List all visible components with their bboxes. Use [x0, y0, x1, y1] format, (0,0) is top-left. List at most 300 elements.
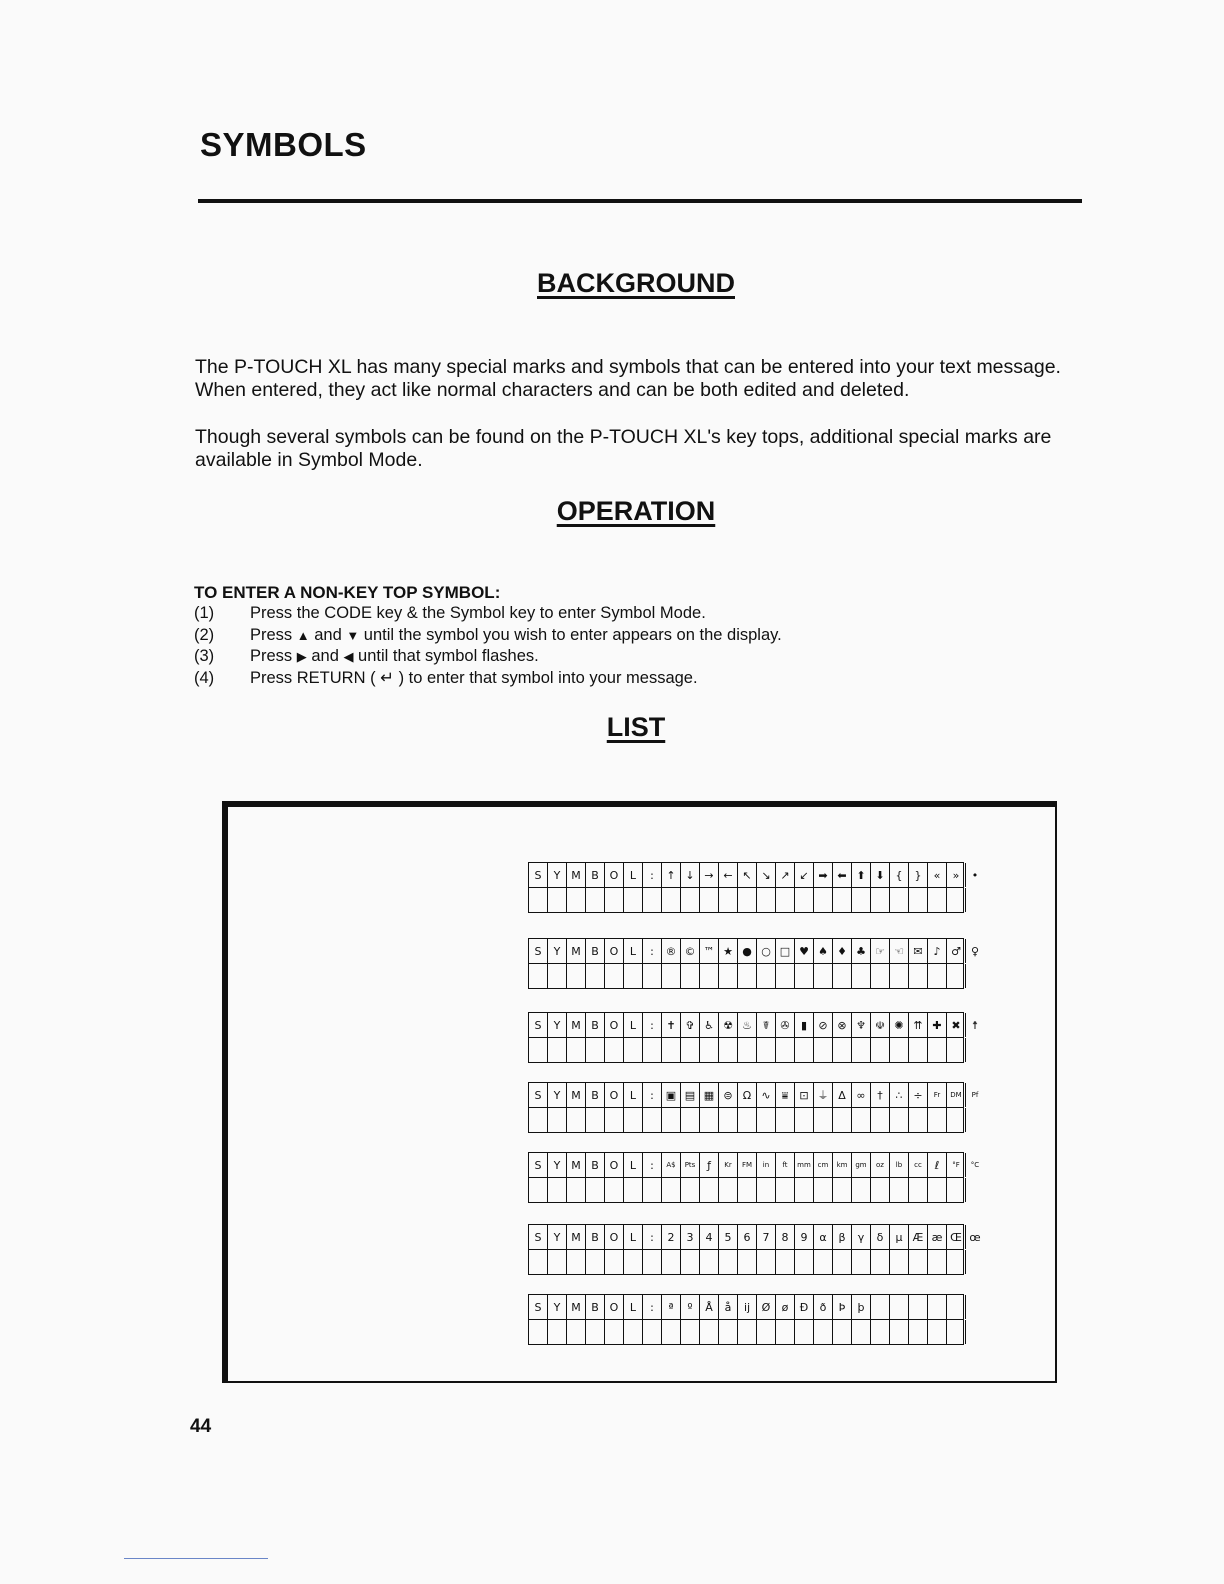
cursor-cell — [548, 964, 567, 988]
display-cell: ↑ — [662, 863, 681, 887]
display-cell: ● — [738, 939, 757, 963]
cursor-cell — [928, 964, 947, 988]
cursor-cell — [947, 888, 966, 912]
display-cell: M — [567, 1225, 586, 1249]
display-text-line — [528, 1012, 978, 1038]
cursor-cell — [567, 888, 586, 912]
display-cell: º — [681, 1295, 700, 1319]
display-cell: A$ — [662, 1153, 681, 1177]
display-cell: B — [586, 1295, 605, 1319]
cursor-cell — [662, 1108, 681, 1132]
cursor-cell — [529, 1250, 548, 1274]
display-cell: ♠ — [814, 939, 833, 963]
cursor-cell — [871, 964, 890, 988]
return-key-icon: ↵ — [380, 668, 394, 687]
cursor-cell — [681, 888, 700, 912]
display-cell: °C — [970, 1160, 980, 1169]
title-rule — [198, 199, 1082, 203]
cursor-cell — [947, 1320, 966, 1344]
cursor-cell — [586, 1038, 605, 1062]
cursor-cell — [909, 1320, 928, 1344]
display-cell: M — [567, 939, 586, 963]
cursor-cell — [833, 1178, 852, 1202]
cursor-cell — [833, 1038, 852, 1062]
display-cell: ★ — [719, 939, 738, 963]
cursor-cell — [890, 1038, 909, 1062]
cursor-cell — [928, 1178, 947, 1202]
cursor-cell — [567, 1108, 586, 1132]
background-heading: BACKGROUND — [537, 268, 735, 298]
display-cell: Pts — [681, 1153, 700, 1177]
display-cell: : — [643, 1295, 662, 1319]
cursor-cell — [947, 1038, 966, 1062]
cursor-cell — [586, 1320, 605, 1344]
display-cell: ∴ — [890, 1083, 909, 1107]
cursor-cell — [643, 964, 662, 988]
cursor-cell — [776, 1250, 795, 1274]
cursor-cell — [852, 964, 871, 988]
display-cell: cc — [909, 1153, 928, 1177]
display-cell: O — [605, 939, 624, 963]
display-cell: : — [643, 939, 662, 963]
cursor-cell — [890, 1108, 909, 1132]
display-cell: { — [890, 863, 909, 887]
step-number: (2) — [194, 625, 215, 644]
cursor-cell — [947, 1178, 966, 1202]
cursor-cell — [719, 1320, 738, 1344]
list-heading: LIST — [606, 712, 666, 742]
cursor-cell — [624, 1250, 643, 1274]
cursor-cell — [814, 888, 833, 912]
cursor-cell — [795, 1178, 814, 1202]
display-cell: B — [586, 1013, 605, 1037]
cursor-cell — [890, 1320, 909, 1344]
cursor-cell — [852, 1108, 871, 1132]
cursor-cell — [795, 1250, 814, 1274]
cursor-cell — [624, 888, 643, 912]
display-cell: lb — [890, 1153, 909, 1177]
cursor-cell — [586, 1250, 605, 1274]
cursor-cell — [529, 1038, 548, 1062]
cursor-cell — [966, 1320, 984, 1344]
cursor-cell — [776, 1108, 795, 1132]
page-number: 44 — [190, 1416, 212, 1437]
display-cell: ☤ — [757, 1013, 776, 1037]
cursor-cell — [928, 1108, 947, 1132]
cursor-cell — [757, 1108, 776, 1132]
display-cell: © — [681, 939, 700, 963]
cursor-cell — [795, 964, 814, 988]
display-cell: ♂ — [947, 939, 966, 963]
cursor-cell — [681, 1320, 700, 1344]
display-cell: : — [643, 1083, 662, 1107]
cursor-cell — [548, 1038, 567, 1062]
cursor-cell — [757, 888, 776, 912]
display-cell: : — [643, 863, 662, 887]
display-cell: ª — [662, 1295, 681, 1319]
display-cell: L — [624, 939, 643, 963]
cursor-cell — [909, 1108, 928, 1132]
cursor-cell — [643, 1320, 662, 1344]
step-text: Press ▲ and ▼ until the symbol you wish to enter appears on the display. — [250, 625, 782, 644]
step-text: Press RETURN ( ↵ ) to enter that symbol into your message. — [250, 668, 698, 687]
display-cell: L — [624, 1225, 643, 1249]
cursor-cell — [700, 1108, 719, 1132]
cursor-cell — [529, 1178, 548, 1202]
display-cell: γ — [852, 1225, 871, 1249]
cursor-cell — [928, 1250, 947, 1274]
cursor-cell — [890, 964, 909, 988]
display-cell: ✞ — [681, 1013, 700, 1037]
display-cell: ∞ — [852, 1083, 871, 1107]
cursor-cell — [776, 888, 795, 912]
cursor-cell — [567, 1178, 586, 1202]
display-cell: « — [928, 863, 947, 887]
display-cell: ⏚ — [814, 1083, 833, 1107]
display-cursor-line — [528, 964, 964, 989]
display-cell: • — [971, 868, 979, 882]
display-cell: : — [643, 1225, 662, 1249]
display-cell: þ — [852, 1295, 871, 1319]
display-cell: Y — [548, 1083, 567, 1107]
cursor-cell — [852, 1178, 871, 1202]
display-cell: O — [605, 1083, 624, 1107]
cursor-cell — [700, 1250, 719, 1274]
display-text-line — [528, 1224, 981, 1250]
cursor-cell — [928, 888, 947, 912]
display-cell: 2 — [662, 1225, 681, 1249]
cursor-cell — [586, 964, 605, 988]
symbol-display-row — [528, 1294, 964, 1342]
cursor-cell — [700, 1178, 719, 1202]
symbol-display-row — [528, 862, 979, 910]
cursor-cell — [757, 1250, 776, 1274]
cursor-cell — [567, 1038, 586, 1062]
display-cell: ✝ — [662, 1013, 681, 1037]
display-cell: 7 — [757, 1225, 776, 1249]
display-cell: å — [719, 1295, 738, 1319]
display-cell — [947, 1295, 966, 1319]
display-cell: ☜ — [890, 939, 909, 963]
step-number: (3) — [194, 647, 215, 665]
display-cell: } — [909, 863, 928, 887]
cursor-cell — [814, 1038, 833, 1062]
display-cell: in — [757, 1153, 776, 1177]
cursor-cell — [814, 1320, 833, 1344]
cursor-cell — [662, 1038, 681, 1062]
display-cell: δ — [871, 1225, 890, 1249]
display-cell: ○ — [757, 939, 776, 963]
display-cell: ð — [814, 1295, 833, 1319]
display-cell: Å — [700, 1295, 719, 1319]
cursor-cell — [776, 1320, 795, 1344]
cursor-cell — [757, 1178, 776, 1202]
display-cell: ✺ — [890, 1013, 909, 1037]
display-cell: L — [624, 1013, 643, 1037]
display-cell — [871, 1295, 890, 1319]
page-title: SYMBOLS — [200, 126, 367, 163]
display-cell: O — [605, 1153, 624, 1177]
display-cell: S — [529, 1295, 548, 1319]
display-cell: ⬅ — [833, 863, 852, 887]
display-cell: α — [814, 1225, 833, 1249]
display-cell: 8 — [776, 1225, 795, 1249]
display-cell: DM — [947, 1083, 966, 1107]
display-cell — [928, 1295, 947, 1319]
display-cell: ↘ — [757, 863, 776, 887]
display-cell: ♥ — [795, 939, 814, 963]
cursor-cell — [719, 1108, 738, 1132]
symbol-display-row — [528, 1012, 978, 1060]
display-cell: 5 — [719, 1225, 738, 1249]
display-cell: Kr — [719, 1153, 738, 1177]
cursor-cell — [681, 1038, 700, 1062]
display-cell: ☫ — [871, 1013, 890, 1037]
display-cell: : — [643, 1013, 662, 1037]
display-cursor-line — [528, 888, 964, 913]
display-cell: □ — [776, 939, 795, 963]
cursor-cell — [624, 1108, 643, 1132]
display-cell: L — [624, 863, 643, 887]
display-cell: ☞ — [871, 939, 890, 963]
cursor-cell — [966, 1178, 984, 1202]
cursor-cell — [700, 888, 719, 912]
operation-subheading: TO ENTER A NON-KEY TOP SYMBOL: — [194, 583, 501, 602]
cursor-cell — [624, 964, 643, 988]
cursor-cell — [662, 1250, 681, 1274]
step-text: Press ▶ and ◀ until that symbol flashes. — [250, 647, 539, 665]
display-cell: L — [624, 1083, 643, 1107]
display-cell: ⊗ — [833, 1013, 852, 1037]
display-cell: Y — [548, 863, 567, 887]
display-cell: » — [947, 863, 966, 887]
display-cell: ↓ — [681, 863, 700, 887]
display-cell: S — [529, 1225, 548, 1249]
display-cursor-line — [528, 1320, 964, 1345]
cursor-cell — [947, 964, 966, 988]
cursor-cell — [909, 1038, 928, 1062]
cursor-cell — [700, 964, 719, 988]
display-cursor-line — [528, 1108, 964, 1133]
display-cell: ↙ — [795, 863, 814, 887]
cursor-cell — [776, 964, 795, 988]
cursor-cell — [624, 1320, 643, 1344]
display-cell: ▤ — [681, 1083, 700, 1107]
cursor-cell — [966, 888, 984, 912]
display-cell: ♨ — [738, 1013, 757, 1037]
cursor-cell — [852, 888, 871, 912]
cursor-cell — [700, 1320, 719, 1344]
cursor-cell — [662, 964, 681, 988]
display-cell: 6 — [738, 1225, 757, 1249]
left-arrow-icon: ◀ — [343, 649, 354, 664]
cursor-cell — [890, 888, 909, 912]
display-cell: Y — [548, 1295, 567, 1319]
display-cell: ♀ — [970, 944, 980, 958]
cursor-cell — [548, 1108, 567, 1132]
display-cell: æ — [928, 1225, 947, 1249]
cursor-cell — [757, 964, 776, 988]
display-cell: O — [605, 1295, 624, 1319]
cursor-cell — [605, 1108, 624, 1132]
cursor-cell — [605, 888, 624, 912]
cursor-cell — [548, 888, 567, 912]
display-cell: ⊡ — [795, 1083, 814, 1107]
cursor-cell — [586, 1108, 605, 1132]
cursor-cell — [719, 1250, 738, 1274]
display-cell: B — [586, 863, 605, 887]
display-cell: O — [605, 1013, 624, 1037]
cursor-cell — [624, 1178, 643, 1202]
cursor-cell — [852, 1250, 871, 1274]
cursor-cell — [643, 1178, 662, 1202]
cursor-cell — [757, 1038, 776, 1062]
display-text-line — [528, 1082, 979, 1108]
cursor-cell — [795, 1320, 814, 1344]
display-cell: ⬇ — [871, 863, 890, 887]
cursor-cell — [605, 1250, 624, 1274]
cursor-cell — [567, 1320, 586, 1344]
display-text-line — [528, 862, 979, 888]
display-cell: Y — [548, 1225, 567, 1249]
cursor-cell — [833, 964, 852, 988]
display-cell: ↗ — [776, 863, 795, 887]
display-cell: Æ — [909, 1225, 928, 1249]
display-cell: ⇈ — [909, 1013, 928, 1037]
display-cell: O — [605, 1225, 624, 1249]
cursor-cell — [871, 1178, 890, 1202]
cursor-cell — [605, 1038, 624, 1062]
down-arrow-icon: ▼ — [346, 627, 360, 643]
cursor-cell — [776, 1038, 795, 1062]
cursor-cell — [909, 1250, 928, 1274]
cursor-cell — [643, 1038, 662, 1062]
display-cell: β — [833, 1225, 852, 1249]
display-cell: Δ — [833, 1083, 852, 1107]
cursor-cell — [871, 888, 890, 912]
display-cell: km — [833, 1153, 852, 1177]
cursor-cell — [871, 1038, 890, 1062]
cursor-cell — [567, 1250, 586, 1274]
background-paragraph-1: The P-TOUCH XL has many special marks and symbols that can be entered into your text message. When entered, they act like normal characters and can be both edited and deleted. — [195, 356, 1061, 401]
cursor-cell — [548, 1178, 567, 1202]
cursor-cell — [871, 1250, 890, 1274]
display-cell: 9 — [795, 1225, 814, 1249]
cursor-cell — [795, 1038, 814, 1062]
display-cell: 4 — [700, 1225, 719, 1249]
display-cell: ø — [776, 1295, 795, 1319]
display-cell: Fr — [928, 1083, 947, 1107]
cursor-cell — [814, 1178, 833, 1202]
display-cell: ⩸ — [776, 1083, 795, 1107]
cursor-cell — [833, 888, 852, 912]
display-cell: B — [586, 1083, 605, 1107]
cursor-cell — [738, 1320, 757, 1344]
display-cell: ℓ — [928, 1153, 947, 1177]
cursor-cell — [719, 964, 738, 988]
display-cell: ® — [662, 939, 681, 963]
cursor-cell — [662, 888, 681, 912]
display-cell: Œ — [947, 1225, 966, 1249]
symbol-display-row — [528, 938, 980, 986]
step-number: (4) — [194, 668, 215, 687]
cursor-cell — [662, 1178, 681, 1202]
cursor-cell — [928, 1320, 947, 1344]
display-cell: °F — [947, 1153, 966, 1177]
display-text-line — [528, 1294, 964, 1320]
display-cell: ♿ — [700, 1013, 719, 1037]
symbol-display-row — [528, 1224, 981, 1272]
cursor-cell — [909, 888, 928, 912]
display-cell: ft — [776, 1153, 795, 1177]
display-cell: B — [586, 939, 605, 963]
cursor-cell — [852, 1038, 871, 1062]
cursor-cell — [947, 1108, 966, 1132]
display-cell: Ω — [738, 1083, 757, 1107]
display-cell: → — [700, 863, 719, 887]
display-cell: ← — [719, 863, 738, 887]
display-cell — [890, 1295, 909, 1319]
cursor-cell — [738, 1038, 757, 1062]
display-cell: FM — [738, 1153, 757, 1177]
display-cell: L — [624, 1153, 643, 1177]
cursor-cell — [947, 1250, 966, 1274]
cursor-cell — [928, 1038, 947, 1062]
cursor-cell — [529, 1108, 548, 1132]
display-cell: Y — [548, 1153, 567, 1177]
display-cell: ⬆ — [852, 863, 871, 887]
cursor-cell — [757, 1320, 776, 1344]
background-paragraph-2: Though several symbols can be found on the P-TOUCH XL's key tops, additional special marks are available in Symbol Mode. — [195, 426, 1052, 471]
display-cell: Y — [548, 939, 567, 963]
display-cell: ♣ — [852, 939, 871, 963]
display-cell: ∿ — [757, 1083, 776, 1107]
display-cell: S — [529, 1083, 548, 1107]
display-cell: Đ — [795, 1295, 814, 1319]
display-cell: M — [567, 1295, 586, 1319]
cursor-cell — [814, 1108, 833, 1132]
display-cell: gm — [852, 1153, 871, 1177]
display-cursor-line — [528, 1038, 964, 1063]
cursor-cell — [681, 1178, 700, 1202]
cursor-cell — [605, 1320, 624, 1344]
display-cell: B — [586, 1225, 605, 1249]
cursor-cell — [605, 1178, 624, 1202]
display-cell: ✉ — [909, 939, 928, 963]
cursor-cell — [795, 888, 814, 912]
cursor-cell — [586, 1178, 605, 1202]
cursor-cell — [586, 888, 605, 912]
cursor-cell — [871, 1320, 890, 1344]
display-cell: ™ — [700, 939, 719, 963]
display-cell: Ø — [757, 1295, 776, 1319]
display-cell: ↖ — [738, 863, 757, 887]
up-arrow-icon: ▲ — [296, 627, 310, 643]
display-cell: 3 — [681, 1225, 700, 1249]
cursor-cell — [833, 1108, 852, 1132]
cursor-cell — [700, 1038, 719, 1062]
display-cell: ÷ — [909, 1083, 928, 1107]
display-cell: ♦ — [833, 939, 852, 963]
display-cell: mm — [795, 1153, 814, 1177]
display-cell: M — [567, 863, 586, 887]
cursor-cell — [738, 888, 757, 912]
display-cell: S — [529, 1153, 548, 1177]
cursor-cell — [681, 1250, 700, 1274]
display-cell: µ — [890, 1225, 909, 1249]
cursor-cell — [738, 1108, 757, 1132]
display-cell: Pf — [971, 1090, 979, 1099]
